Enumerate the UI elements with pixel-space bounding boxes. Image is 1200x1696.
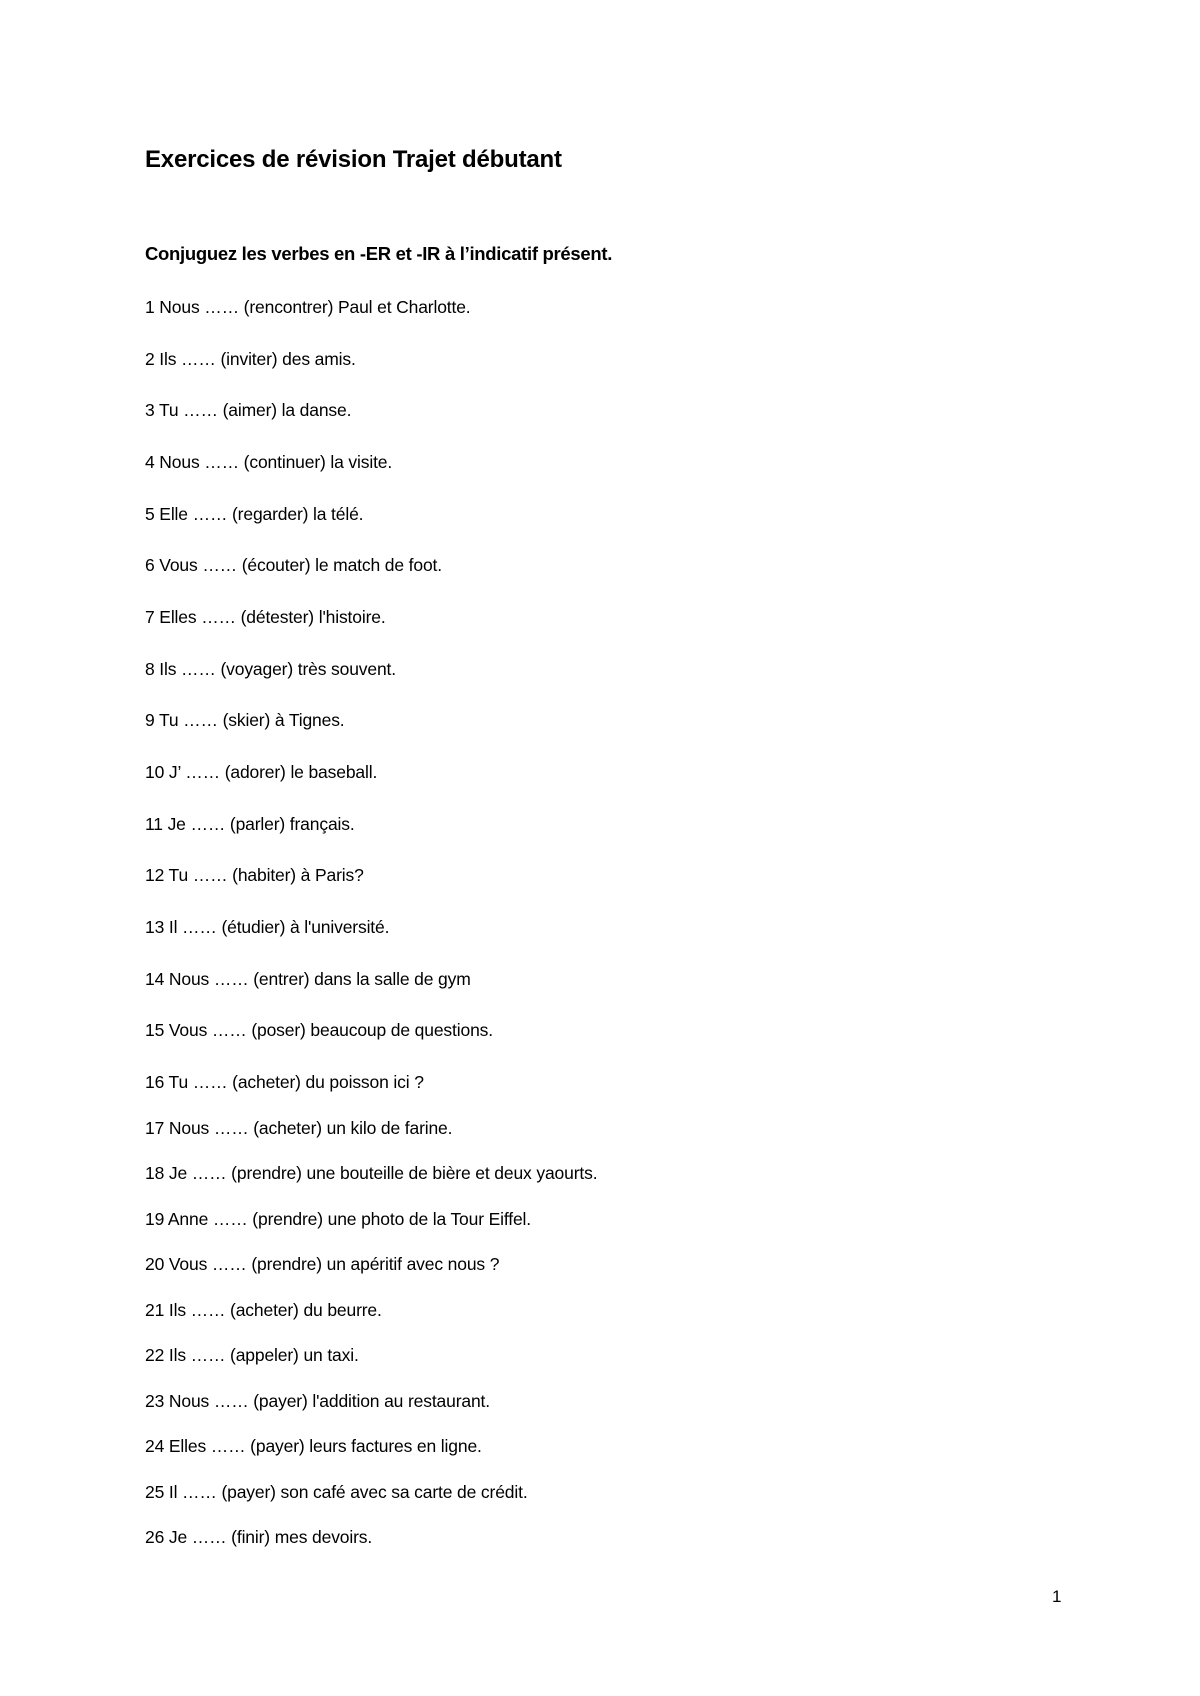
exercise-item: 10 J’ …… (adorer) le baseball. (145, 762, 378, 782)
exercise-item: 1 Nous …… (rencontrer) Paul et Charlotte. (145, 297, 471, 317)
page-number: 1 (1052, 1587, 1062, 1606)
page-title: Exercices de révision Trajet débutant (145, 146, 562, 173)
exercise-item: 15 Vous …… (poser) beaucoup de questions. (145, 1020, 493, 1040)
exercise-item: 22 Ils …… (appeler) un taxi. (145, 1345, 359, 1365)
exercise-instruction: Conjuguez les verbes en -ER et -IR à l’indicatif présent. (145, 243, 613, 264)
exercise-item: 25 Il …… (payer) son café avec sa carte de crédit. (145, 1482, 528, 1502)
exercise-item: 23 Nous …… (payer) l'addition au restaurant. (145, 1391, 490, 1411)
exercise-item: 12 Tu …… (habiter) à Paris? (145, 865, 364, 885)
exercise-item: 16 Tu …… (acheter) du poisson ici ? (145, 1072, 424, 1092)
exercise-item: 5 Elle …… (regarder) la télé. (145, 504, 364, 524)
exercise-item: 3 Tu …… (aimer) la danse. (145, 400, 352, 420)
exercise-item: 7 Elles …… (détester) l'histoire. (145, 607, 386, 627)
exercise-item: 6 Vous …… (écouter) le match de foot. (145, 555, 442, 575)
exercise-item: 11 Je …… (parler) français. (145, 814, 355, 834)
exercise-item: 17 Nous …… (acheter) un kilo de farine. (145, 1118, 453, 1138)
exercise-item: 8 Ils …… (voyager) très souvent. (145, 659, 396, 679)
exercise-item: 18 Je …… (prendre) une bouteille de bière et deux yaourts. (145, 1163, 598, 1183)
exercise-item: 26 Je …… (finir) mes devoirs. (145, 1527, 373, 1547)
exercise-item: 24 Elles …… (payer) leurs factures en ligne. (145, 1436, 482, 1456)
exercise-item: 4 Nous …… (continuer) la visite. (145, 452, 393, 472)
exercise-item: 21 Ils …… (acheter) du beurre. (145, 1300, 382, 1320)
exercise-item: 14 Nous …… (entrer) dans la salle de gym (145, 969, 471, 989)
exercise-item: 20 Vous …… (prendre) un apéritif avec nous ? (145, 1254, 500, 1274)
exercise-item: 13 Il …… (étudier) à l'université. (145, 917, 390, 937)
exercise-item: 19 Anne …… (prendre) une photo de la Tour Eiffel. (145, 1209, 532, 1229)
exercise-item: 2 Ils …… (inviter) des amis. (145, 349, 356, 369)
exercise-item: 9 Tu …… (skier) à Tignes. (145, 710, 345, 730)
